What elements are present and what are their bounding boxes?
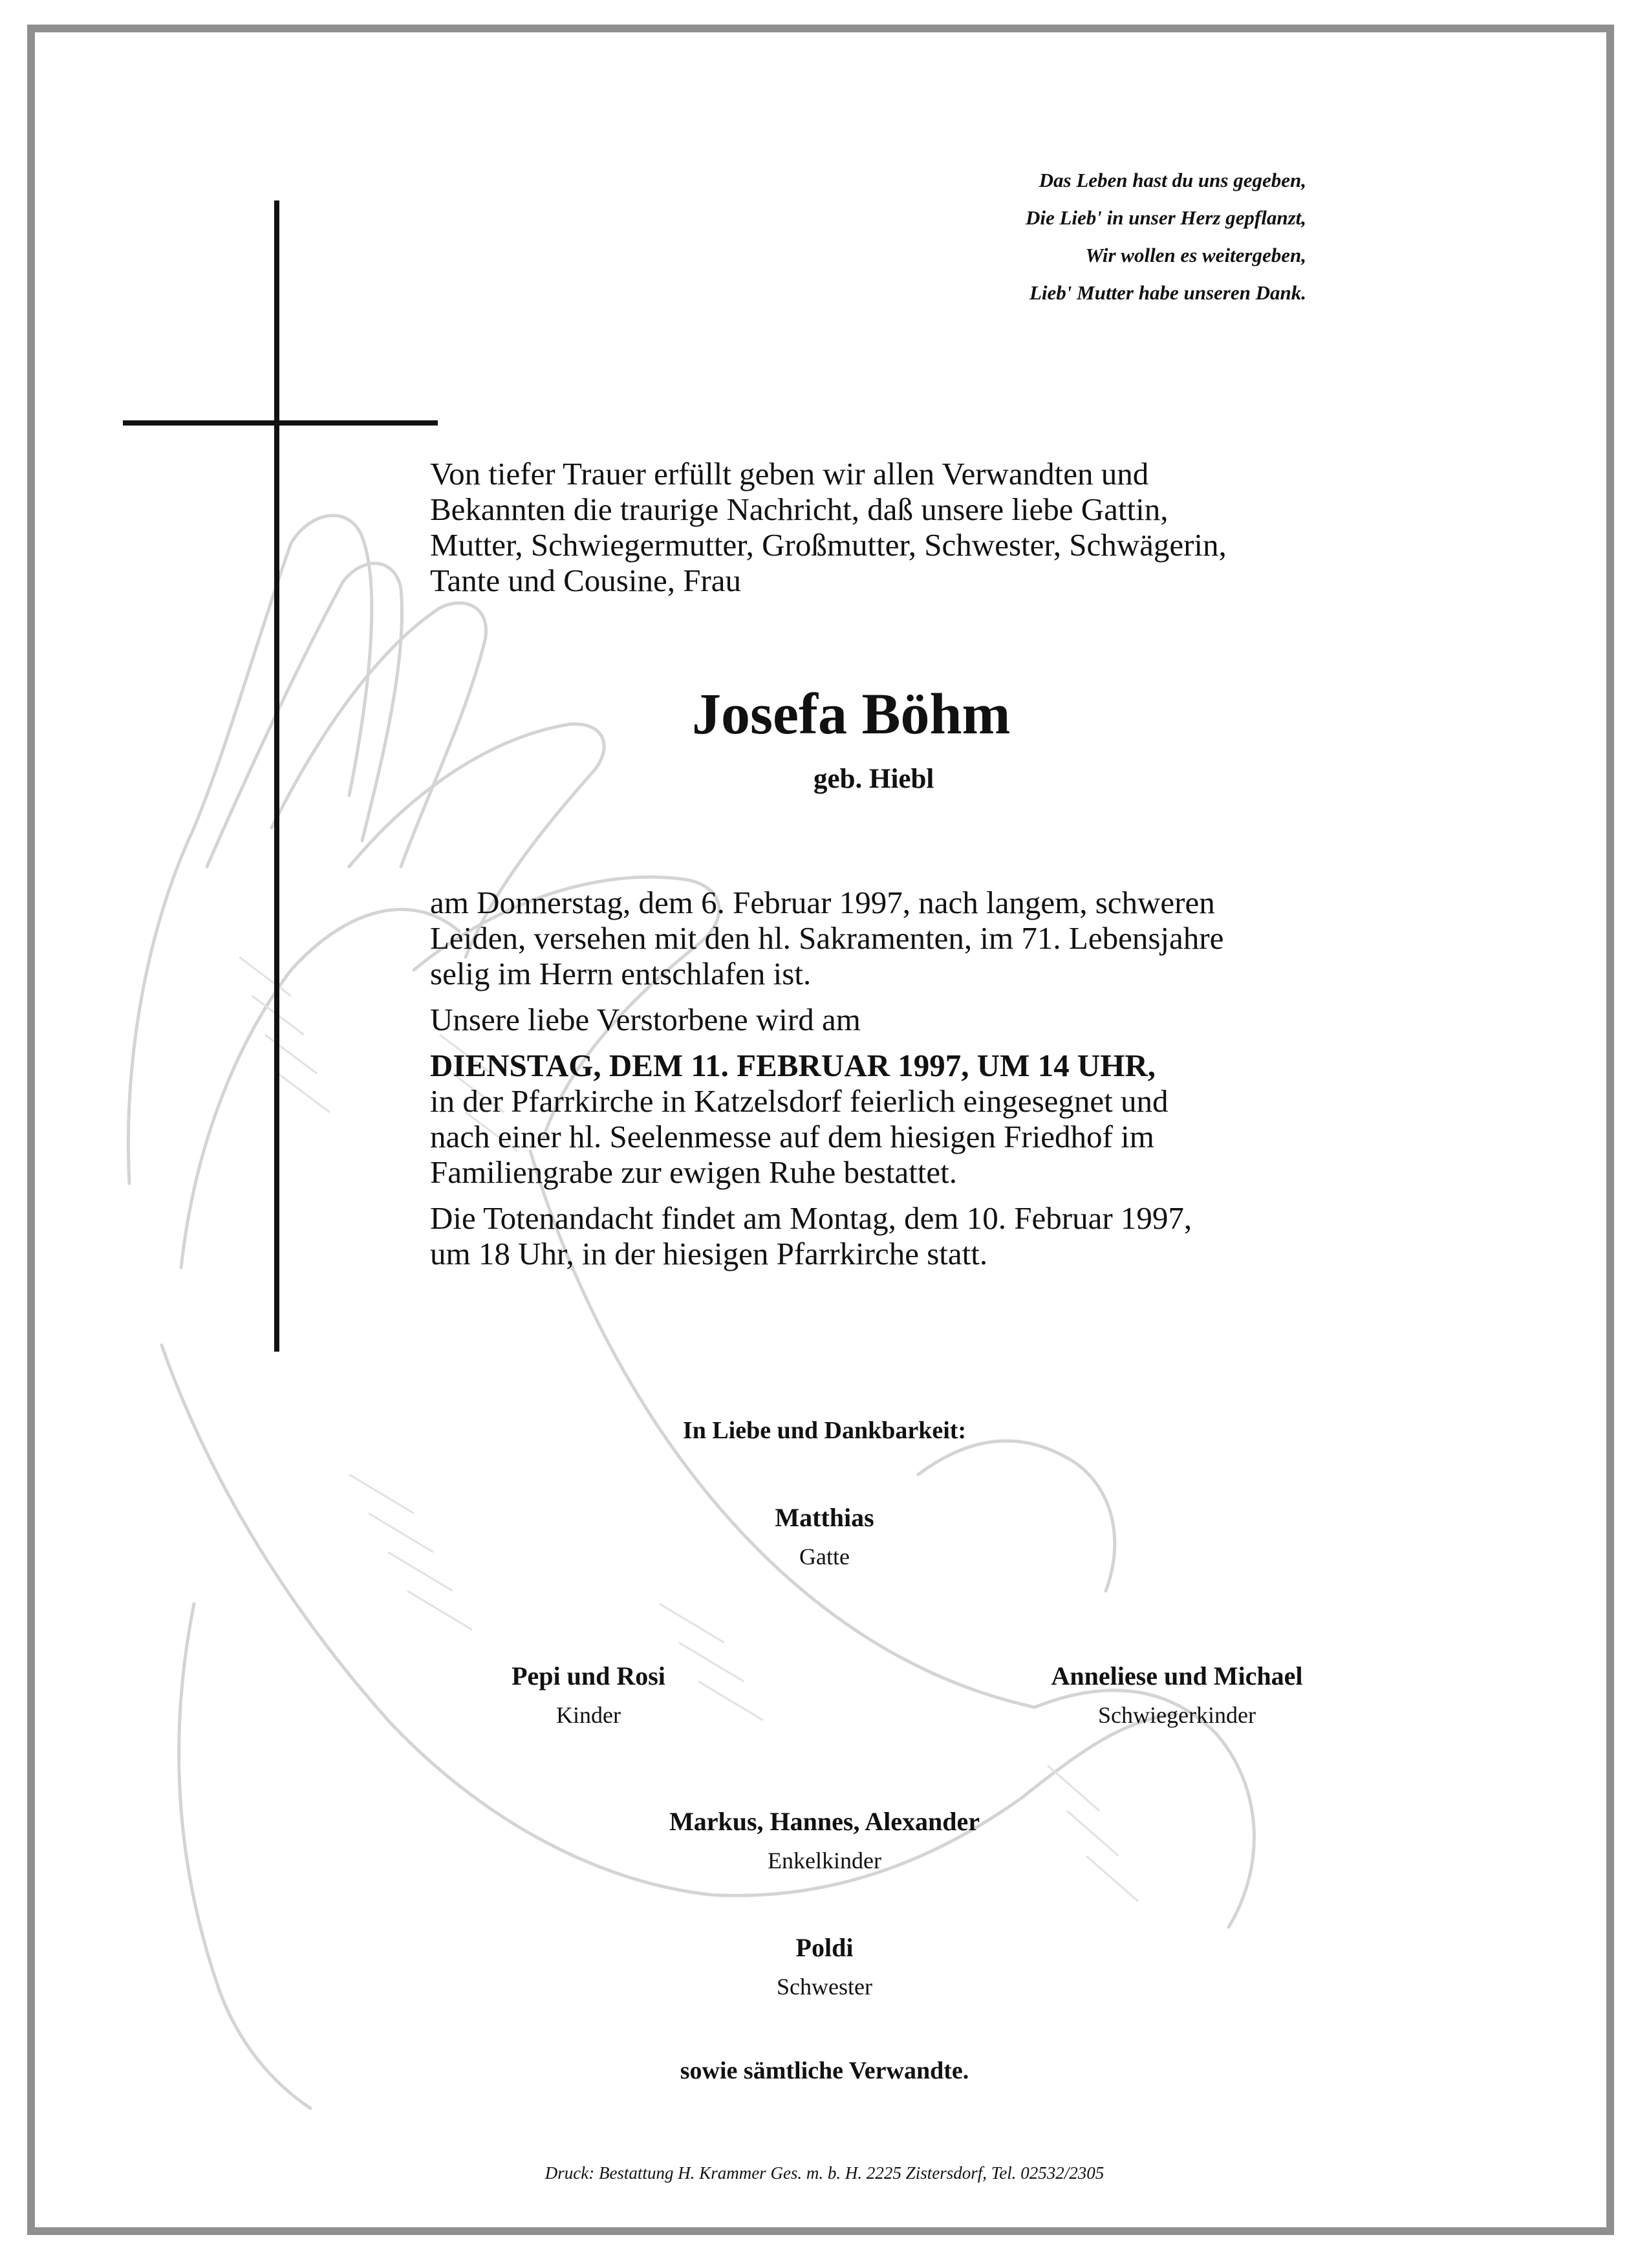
intro-line: Mutter, Schwiegermutter, Großmutter, Schwester, Schwägerin, xyxy=(430,527,1227,563)
funeral-date: DIENSTAG, DEM 11. FEBRUAR 1997, UM 14 UHR, xyxy=(430,1048,1156,1083)
mourner-role: Enkelkinder xyxy=(768,1848,881,1874)
deceased-name: Josefa Böhm xyxy=(692,682,1011,746)
body-line: nach einer hl. Seelenmesse auf dem hiesigen Friedhof im xyxy=(430,1119,1154,1154)
vigil-paragraph xyxy=(430,1200,1355,1271)
intro-line: Von tiefer Trauer erfüllt geben wir allen Verwandten und xyxy=(430,456,1149,491)
cross-horizontal-beam xyxy=(123,420,438,426)
body-line: selig im Herrn entschlafen ist. xyxy=(430,956,812,991)
funeral-intro-paragraph xyxy=(430,1002,1355,1037)
mourner-names: Anneliese und Michael xyxy=(1051,1661,1303,1690)
body-line: in der Pfarrkirche in Katzelsdorf feierlich eingesegnet und xyxy=(430,1083,1169,1119)
death-paragraph xyxy=(430,885,1355,991)
maiden-name: geb. Hiebl xyxy=(814,764,934,794)
mourner-names: Pepi und Rosi xyxy=(512,1661,665,1690)
mourners-closing: sowie sämtliche Verwandte. xyxy=(680,2057,969,2084)
mourner-in-laws xyxy=(996,1656,1358,1733)
announcement-intro xyxy=(430,456,1355,598)
body-line: Leiden, versehen mit den hl. Sakramenten, im 71. Lebensjahre xyxy=(430,920,1224,956)
poem-line: Lieb' Mutter habe unseren Dank. xyxy=(1029,281,1306,304)
poem-line: Das Leben hast du uns gegeben, xyxy=(1039,169,1306,191)
body-line: Familiengrabe zur ewigen Ruhe bestattet. xyxy=(430,1154,958,1190)
intro-line: Bekannten die traurige Nachricht, daß unsere liebe Gattin, xyxy=(430,491,1169,527)
mourner-role: Kinder xyxy=(556,1702,621,1728)
body-line: am Donnerstag, dem 6. Februar 1997, nach langem, schweren xyxy=(430,885,1215,920)
memorial-poem xyxy=(841,162,1306,312)
poem-line: Wir wollen es weitergeben, xyxy=(1085,244,1306,266)
mourner-role: Schwester xyxy=(777,1974,872,2000)
mourner-role: Gatte xyxy=(799,1544,850,1570)
cross-vertical-beam xyxy=(274,200,279,1352)
body-line: Unsere liebe Verstorbene wird am xyxy=(430,1002,861,1037)
mourner-role: Schwiegerkinder xyxy=(1098,1702,1256,1728)
body-line: Die Totenandacht findet am Montag, dem 10. Februar 1997, xyxy=(430,1200,1192,1236)
mourners-heading: In Liebe und Dankbarkeit: xyxy=(682,1417,967,1444)
mourner-spouse xyxy=(695,1497,954,1575)
funeral-paragraph xyxy=(430,1048,1355,1190)
mourner-sibling xyxy=(695,1927,954,2005)
printer-footer: Druck: Bestattung H. Krammer Ges. m. b. H. 2225 Zistersdorf, Tel. 02532/2305 xyxy=(544,2163,1105,2183)
body-line: um 18 Uhr, in der hiesigen Pfarrkirche statt. xyxy=(430,1236,988,1271)
intro-line: Tante und Cousine, Frau xyxy=(430,563,742,598)
mourner-children xyxy=(427,1656,750,1733)
mourner-names: Markus, Hannes, Alexander xyxy=(669,1807,980,1836)
poem-line: Die Lieb' in unser Herz gepflanzt, xyxy=(1025,206,1306,229)
mourner-names: Matthias xyxy=(775,1503,874,1532)
mourner-grandchildren xyxy=(630,1801,1018,1879)
mourner-names: Poldi xyxy=(795,1933,854,1962)
announcement-body xyxy=(430,885,1355,1282)
